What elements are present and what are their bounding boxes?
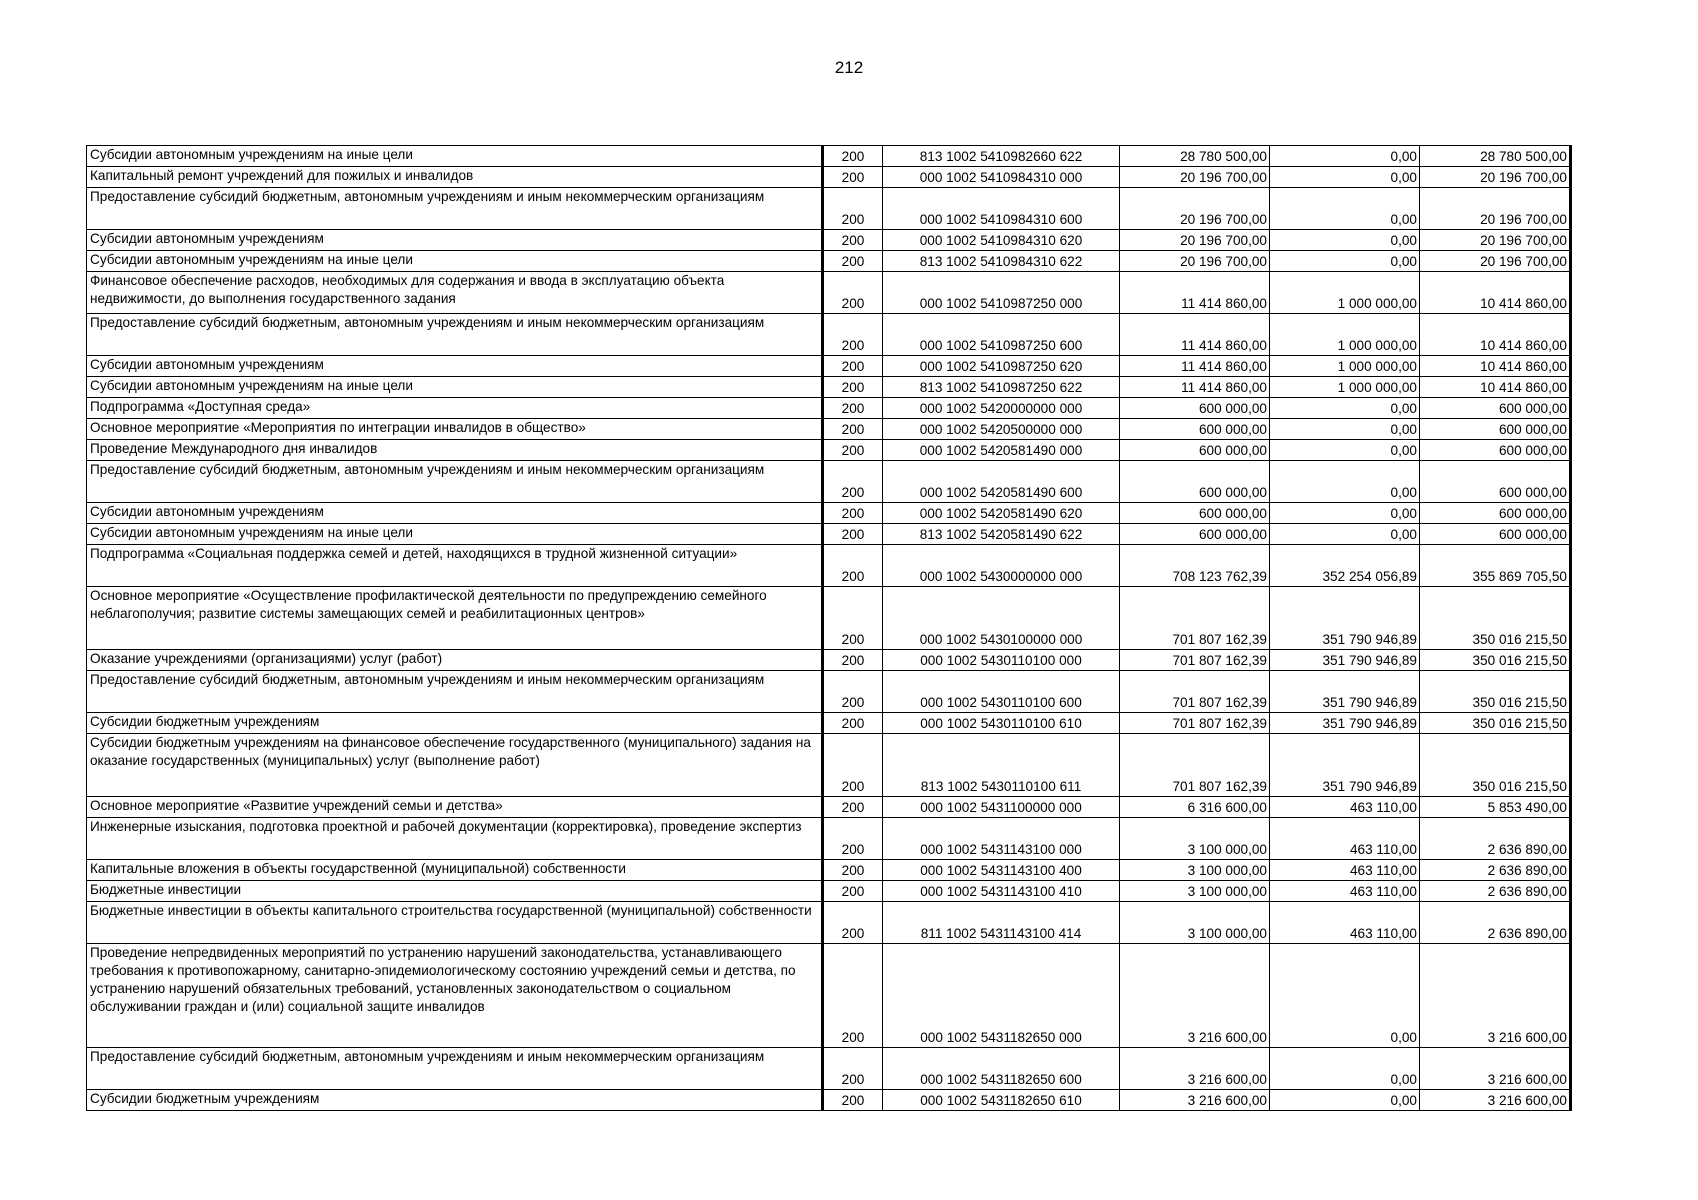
row-grbs: 200 bbox=[823, 587, 883, 650]
row-subvention: 0,00 bbox=[1270, 146, 1420, 167]
row-subvention: 0,00 bbox=[1270, 944, 1420, 1048]
row-subvention: 0,00 bbox=[1270, 1048, 1420, 1090]
row-subvention: 351 790 946,89 bbox=[1270, 671, 1420, 713]
row-name: Субсидии бюджетным учреждениям bbox=[87, 713, 823, 734]
row-grbs: 200 bbox=[823, 797, 883, 818]
row-name: Предоставление субсидий бюджетным, автономным учреждениям и иным некоммерческим организациям bbox=[87, 1048, 823, 1090]
row-grbs: 200 bbox=[823, 188, 883, 230]
row-total: 3 100 000,00 bbox=[1120, 881, 1270, 902]
row-total: 20 196 700,00 bbox=[1120, 251, 1270, 272]
row-name: Субсидии автономным учреждениям bbox=[87, 356, 823, 377]
row-remainder: 10 414 860,00 bbox=[1420, 314, 1571, 356]
row-subvention: 463 110,00 bbox=[1270, 818, 1420, 860]
row-grbs: 200 bbox=[823, 314, 883, 356]
row-name: Капитальный ремонт учреждений для пожилых и инвалидов bbox=[87, 167, 823, 188]
table-row bbox=[87, 524, 1571, 545]
row-grbs: 200 bbox=[823, 860, 883, 881]
row-total: 20 196 700,00 bbox=[1120, 188, 1270, 230]
row-total: 600 000,00 bbox=[1120, 461, 1270, 503]
row-subvention: 1 000 000,00 bbox=[1270, 377, 1420, 398]
row-code: 000 1002 5410987250 000 bbox=[883, 272, 1120, 314]
table-row bbox=[87, 314, 1571, 356]
row-grbs: 200 bbox=[823, 503, 883, 524]
row-subvention: 351 790 946,89 bbox=[1270, 713, 1420, 734]
table-row bbox=[87, 1048, 1571, 1090]
row-remainder: 350 016 215,50 bbox=[1420, 713, 1571, 734]
row-name: Капитальные вложения в объекты государственной (муниципальной) собственности bbox=[87, 860, 823, 881]
row-grbs: 200 bbox=[823, 1048, 883, 1090]
row-name: Субсидии автономным учреждениям bbox=[87, 503, 823, 524]
row-name: Финансовое обеспечение расходов, необходимых для содержания и ввода в эксплуатацию объекта недвижимости, до выполнения государственного задания bbox=[87, 272, 823, 314]
row-code: 000 1002 5431143100 410 bbox=[883, 881, 1120, 902]
row-grbs: 200 bbox=[823, 734, 883, 797]
row-grbs: 200 bbox=[823, 167, 883, 188]
table-row bbox=[87, 188, 1571, 230]
row-total: 600 000,00 bbox=[1120, 524, 1270, 545]
row-subvention: 0,00 bbox=[1270, 440, 1420, 461]
row-grbs: 200 bbox=[823, 230, 883, 251]
row-grbs: 200 bbox=[823, 419, 883, 440]
table-row bbox=[87, 167, 1571, 188]
row-code: 000 1002 5420581490 620 bbox=[883, 503, 1120, 524]
row-total: 11 414 860,00 bbox=[1120, 272, 1270, 314]
row-code: 000 1002 5431182650 000 bbox=[883, 944, 1120, 1048]
row-total: 600 000,00 bbox=[1120, 419, 1270, 440]
table-row bbox=[87, 818, 1571, 860]
row-remainder: 600 000,00 bbox=[1420, 524, 1571, 545]
row-total: 600 000,00 bbox=[1120, 503, 1270, 524]
budget-table bbox=[86, 145, 1572, 1111]
row-name: Бюджетные инвестиции в объекты капитального строительства государственной (муниципальной) собственности bbox=[87, 902, 823, 944]
row-total: 3 100 000,00 bbox=[1120, 818, 1270, 860]
row-name: Предоставление субсидий бюджетным, автономным учреждениям и иным некоммерческим организациям bbox=[87, 314, 823, 356]
row-grbs: 200 bbox=[823, 146, 883, 167]
row-subvention: 1 000 000,00 bbox=[1270, 356, 1420, 377]
table-row bbox=[87, 398, 1571, 419]
row-total: 3 216 600,00 bbox=[1120, 1048, 1270, 1090]
row-subvention: 352 254 056,89 bbox=[1270, 545, 1420, 587]
row-code: 813 1002 5410982660 622 bbox=[883, 146, 1120, 167]
row-name: Предоставление субсидий бюджетным, автономным учреждениям и иным некоммерческим организациям bbox=[87, 461, 823, 503]
row-grbs: 200 bbox=[823, 881, 883, 902]
row-subvention: 463 110,00 bbox=[1270, 881, 1420, 902]
row-code: 813 1002 5430110100 611 bbox=[883, 734, 1120, 797]
row-code: 000 1002 5410984310 620 bbox=[883, 230, 1120, 251]
row-total: 3 100 000,00 bbox=[1120, 860, 1270, 881]
row-remainder: 600 000,00 bbox=[1420, 419, 1571, 440]
row-grbs: 200 bbox=[823, 377, 883, 398]
row-code: 811 1002 5431143100 414 bbox=[883, 902, 1120, 944]
row-remainder: 10 414 860,00 bbox=[1420, 356, 1571, 377]
table-row bbox=[87, 671, 1571, 713]
table-row bbox=[87, 734, 1571, 797]
table-row bbox=[87, 881, 1571, 902]
row-code: 813 1002 5420581490 622 bbox=[883, 524, 1120, 545]
row-name: Субсидии автономным учреждениям на иные цели bbox=[87, 146, 823, 167]
row-remainder: 600 000,00 bbox=[1420, 440, 1571, 461]
row-grbs: 200 bbox=[823, 251, 883, 272]
row-remainder: 5 853 490,00 bbox=[1420, 797, 1571, 818]
table-row bbox=[87, 902, 1571, 944]
row-subvention: 0,00 bbox=[1270, 461, 1420, 503]
row-total: 701 807 162,39 bbox=[1120, 713, 1270, 734]
row-remainder: 20 196 700,00 bbox=[1420, 251, 1571, 272]
row-total: 20 196 700,00 bbox=[1120, 230, 1270, 251]
row-code: 000 1002 5430110100 610 bbox=[883, 713, 1120, 734]
table-row bbox=[87, 797, 1571, 818]
row-subvention: 351 790 946,89 bbox=[1270, 587, 1420, 650]
row-code: 000 1002 5431182650 610 bbox=[883, 1090, 1120, 1111]
row-code: 000 1002 5420000000 000 bbox=[883, 398, 1120, 419]
row-total: 701 807 162,39 bbox=[1120, 734, 1270, 797]
table-row bbox=[87, 503, 1571, 524]
row-total: 600 000,00 bbox=[1120, 398, 1270, 419]
row-subvention: 0,00 bbox=[1270, 524, 1420, 545]
row-grbs: 200 bbox=[823, 902, 883, 944]
row-remainder: 28 780 500,00 bbox=[1420, 146, 1571, 167]
row-code: 000 1002 5431100000 000 bbox=[883, 797, 1120, 818]
row-name: Основное мероприятие «Мероприятия по интеграции инвалидов в общество» bbox=[87, 419, 823, 440]
row-subvention: 1 000 000,00 bbox=[1270, 272, 1420, 314]
row-name: Бюджетные инвестиции bbox=[87, 881, 823, 902]
table-row bbox=[87, 356, 1571, 377]
row-name: Подпрограмма «Доступная среда» bbox=[87, 398, 823, 419]
row-subvention: 0,00 bbox=[1270, 188, 1420, 230]
row-subvention: 463 110,00 bbox=[1270, 902, 1420, 944]
row-code: 000 1002 5420581490 600 bbox=[883, 461, 1120, 503]
row-name: Субсидии автономным учреждениям на иные цели bbox=[87, 524, 823, 545]
row-remainder: 2 636 890,00 bbox=[1420, 818, 1571, 860]
row-subvention: 0,00 bbox=[1270, 398, 1420, 419]
row-remainder: 2 636 890,00 bbox=[1420, 860, 1571, 881]
row-name: Проведение Международного дня инвалидов bbox=[87, 440, 823, 461]
row-subvention: 0,00 bbox=[1270, 419, 1420, 440]
row-remainder: 2 636 890,00 bbox=[1420, 902, 1571, 944]
table-row bbox=[87, 713, 1571, 734]
table-row bbox=[87, 251, 1571, 272]
budget-table-body bbox=[87, 146, 1571, 1111]
table-row bbox=[87, 650, 1571, 671]
row-code: 000 1002 5410987250 600 bbox=[883, 314, 1120, 356]
row-grbs: 200 bbox=[823, 713, 883, 734]
row-total: 11 414 860,00 bbox=[1120, 356, 1270, 377]
row-total: 3 216 600,00 bbox=[1120, 1090, 1270, 1111]
row-total: 701 807 162,39 bbox=[1120, 671, 1270, 713]
row-code: 000 1002 5410984310 000 bbox=[883, 167, 1120, 188]
row-remainder: 20 196 700,00 bbox=[1420, 230, 1571, 251]
page-number: 212 bbox=[834, 58, 864, 77]
row-grbs: 200 bbox=[823, 650, 883, 671]
row-name: Предоставление субсидий бюджетным, автономным учреждениям и иным некоммерческим организациям bbox=[87, 671, 823, 713]
row-code: 813 1002 5410984310 622 bbox=[883, 251, 1120, 272]
row-total: 28 780 500,00 bbox=[1120, 146, 1270, 167]
row-total: 3 100 000,00 bbox=[1120, 902, 1270, 944]
table-row bbox=[87, 587, 1571, 650]
row-name: Субсидии бюджетным учреждениям bbox=[87, 1090, 823, 1111]
row-subvention: 0,00 bbox=[1270, 503, 1420, 524]
row-code: 000 1002 5430110100 000 bbox=[883, 650, 1120, 671]
row-grbs: 200 bbox=[823, 545, 883, 587]
row-total: 701 807 162,39 bbox=[1120, 650, 1270, 671]
row-name: Основное мероприятие «Осуществление профилактической деятельности по предупреждению семейного неблагополучия; развитие системы замещающих семей и реабилитационных центров» bbox=[87, 587, 823, 650]
row-subvention: 0,00 bbox=[1270, 167, 1420, 188]
row-code: 000 1002 5420500000 000 bbox=[883, 419, 1120, 440]
row-total: 3 216 600,00 bbox=[1120, 944, 1270, 1048]
row-total: 20 196 700,00 bbox=[1120, 167, 1270, 188]
row-remainder: 350 016 215,50 bbox=[1420, 671, 1571, 713]
row-remainder: 20 196 700,00 bbox=[1420, 188, 1571, 230]
table-row bbox=[87, 230, 1571, 251]
row-subvention: 351 790 946,89 bbox=[1270, 734, 1420, 797]
row-remainder: 3 216 600,00 bbox=[1420, 1090, 1571, 1111]
row-total: 701 807 162,39 bbox=[1120, 587, 1270, 650]
row-subvention: 351 790 946,89 bbox=[1270, 650, 1420, 671]
row-name: Основное мероприятие «Развитие учреждений семьи и детства» bbox=[87, 797, 823, 818]
row-remainder: 600 000,00 bbox=[1420, 461, 1571, 503]
row-grbs: 200 bbox=[823, 461, 883, 503]
row-code: 000 1002 5430100000 000 bbox=[883, 587, 1120, 650]
row-name: Предоставление субсидий бюджетным, автономным учреждениям и иным некоммерческим организациям bbox=[87, 188, 823, 230]
table-row bbox=[87, 944, 1571, 1048]
row-code: 000 1002 5431143100 000 bbox=[883, 818, 1120, 860]
row-remainder: 350 016 215,50 bbox=[1420, 650, 1571, 671]
row-total: 600 000,00 bbox=[1120, 440, 1270, 461]
row-remainder: 10 414 860,00 bbox=[1420, 377, 1571, 398]
row-total: 11 414 860,00 bbox=[1120, 377, 1270, 398]
row-code: 000 1002 5431143100 400 bbox=[883, 860, 1120, 881]
row-total: 708 123 762,39 bbox=[1120, 545, 1270, 587]
row-grbs: 200 bbox=[823, 272, 883, 314]
row-subvention: 0,00 bbox=[1270, 230, 1420, 251]
table-row bbox=[87, 440, 1571, 461]
table-row bbox=[87, 272, 1571, 314]
row-name: Оказание учреждениями (организациями) услуг (работ) bbox=[87, 650, 823, 671]
row-code: 000 1002 5430110100 600 bbox=[883, 671, 1120, 713]
row-name: Подпрограмма «Социальная поддержка семей и детей, находящихся в трудной жизненной ситуации» bbox=[87, 545, 823, 587]
row-remainder: 600 000,00 bbox=[1420, 398, 1571, 419]
row-grbs: 200 bbox=[823, 440, 883, 461]
row-remainder: 2 636 890,00 bbox=[1420, 881, 1571, 902]
table-row bbox=[87, 545, 1571, 587]
table-row bbox=[87, 146, 1571, 167]
row-code: 000 1002 5410984310 600 bbox=[883, 188, 1120, 230]
row-remainder: 3 216 600,00 bbox=[1420, 1048, 1571, 1090]
table-row bbox=[87, 1090, 1571, 1111]
row-code: 813 1002 5410987250 622 bbox=[883, 377, 1120, 398]
row-remainder: 10 414 860,00 bbox=[1420, 272, 1571, 314]
row-grbs: 200 bbox=[823, 524, 883, 545]
row-total: 11 414 860,00 bbox=[1120, 314, 1270, 356]
row-subvention: 1 000 000,00 bbox=[1270, 314, 1420, 356]
row-name: Проведение непредвиденных мероприятий по устранению нарушений законодательства, устанавливающего требования к противопожарному, санитарно-эпидемиологическому состоянию учреждений семьи и детства, по устранению нарушений обязательных требований, установленных законодательством о социальном обслуживании граждан и (или) социальной защите инвалидов bbox=[87, 944, 823, 1048]
row-grbs: 200 bbox=[823, 671, 883, 713]
row-remainder: 355 869 705,50 bbox=[1420, 545, 1571, 587]
row-grbs: 200 bbox=[823, 944, 883, 1048]
row-grbs: 200 bbox=[823, 398, 883, 419]
row-code: 000 1002 5430000000 000 bbox=[883, 545, 1120, 587]
row-subvention: 0,00 bbox=[1270, 1090, 1420, 1111]
row-subvention: 463 110,00 bbox=[1270, 797, 1420, 818]
table-row bbox=[87, 461, 1571, 503]
table-row bbox=[87, 860, 1571, 881]
row-code: 000 1002 5431182650 600 bbox=[883, 1048, 1120, 1090]
row-name: Субсидии автономным учреждениям на иные цели bbox=[87, 377, 823, 398]
row-remainder: 20 196 700,00 bbox=[1420, 167, 1571, 188]
row-name: Субсидии автономным учреждениям bbox=[87, 230, 823, 251]
row-code: 000 1002 5410987250 620 bbox=[883, 356, 1120, 377]
row-name: Субсидии автономным учреждениям на иные цели bbox=[87, 251, 823, 272]
row-remainder: 350 016 215,50 bbox=[1420, 734, 1571, 797]
row-remainder: 350 016 215,50 bbox=[1420, 587, 1571, 650]
row-remainder: 600 000,00 bbox=[1420, 503, 1571, 524]
row-grbs: 200 bbox=[823, 818, 883, 860]
row-name: Инженерные изыскания, подготовка проектной и рабочей документации (корректировка), проведение экспертиз bbox=[87, 818, 823, 860]
row-subvention: 463 110,00 bbox=[1270, 860, 1420, 881]
row-grbs: 200 bbox=[823, 356, 883, 377]
table-row bbox=[87, 377, 1571, 398]
table-row bbox=[87, 419, 1571, 440]
row-code: 000 1002 5420581490 000 bbox=[883, 440, 1120, 461]
row-name: Субсидии бюджетным учреждениям на финансовое обеспечение государственного (муниципального) задания на оказание государственных (муниципальных) услуг (выполнение работ) bbox=[87, 734, 823, 797]
row-total: 6 316 600,00 bbox=[1120, 797, 1270, 818]
row-grbs: 200 bbox=[823, 1090, 883, 1111]
row-remainder: 3 216 600,00 bbox=[1420, 944, 1571, 1048]
row-subvention: 0,00 bbox=[1270, 251, 1420, 272]
